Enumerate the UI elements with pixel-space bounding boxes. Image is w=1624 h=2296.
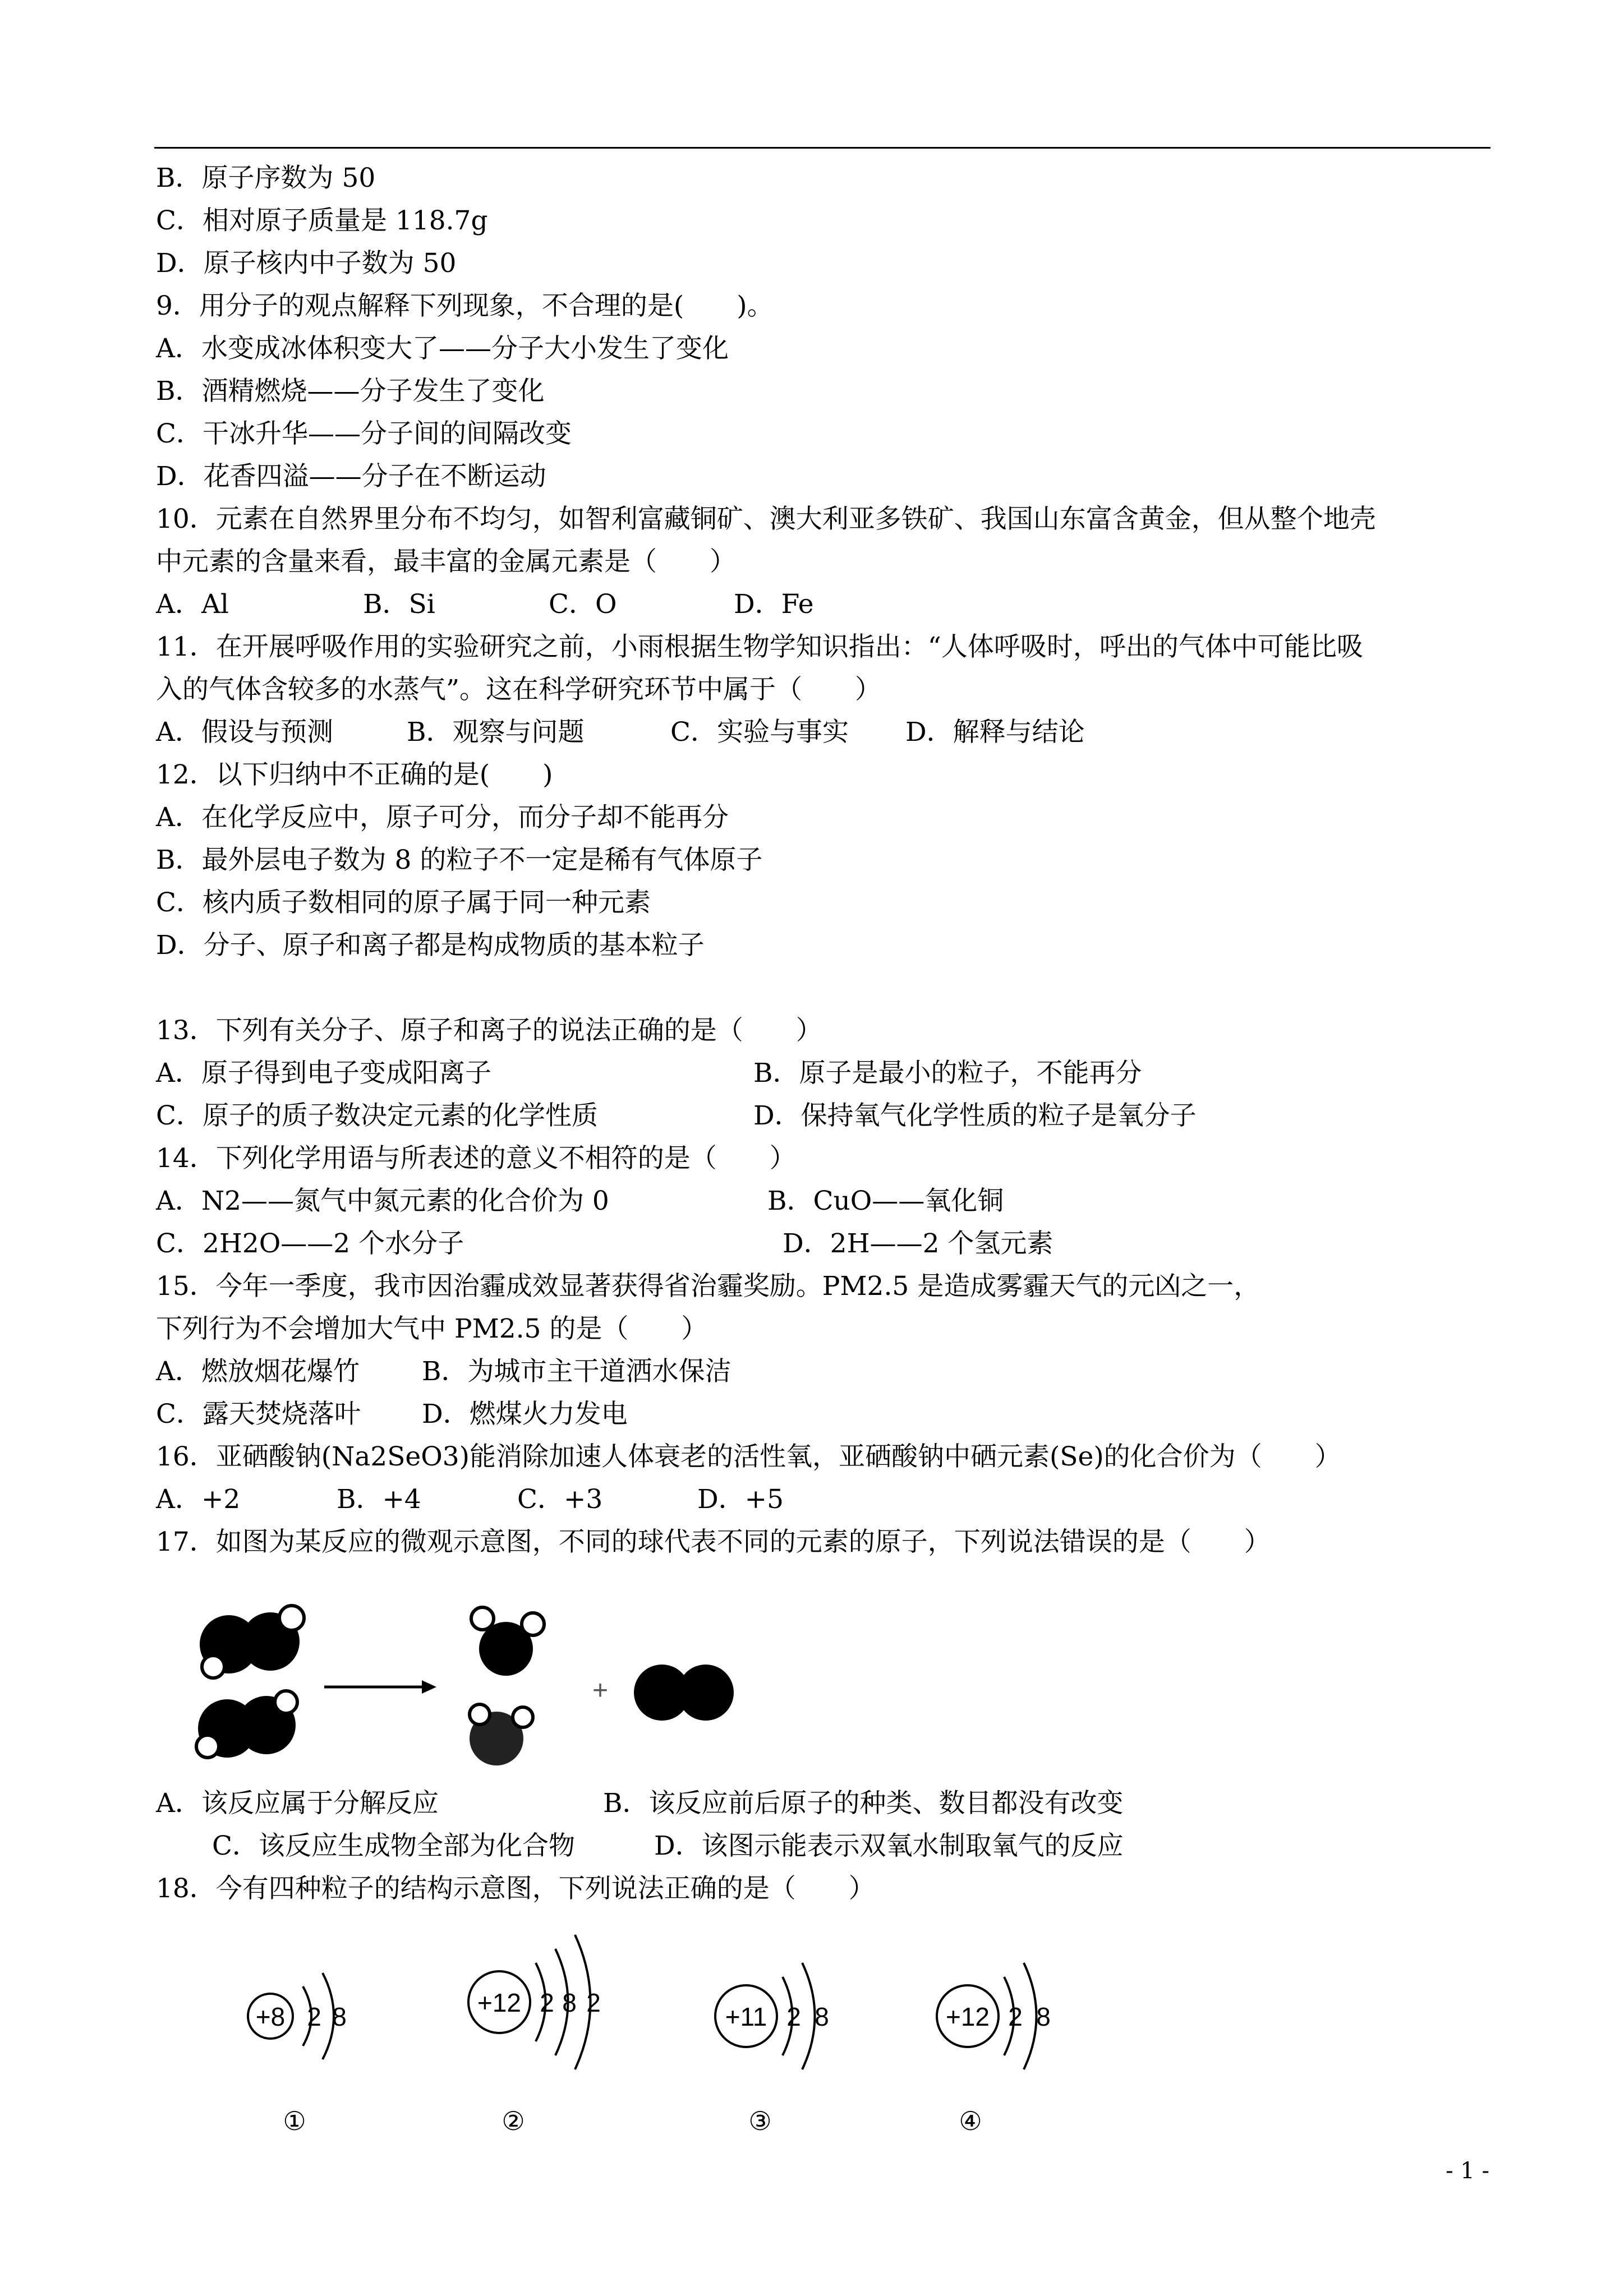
q13-option-d: D．保持氧气化学性质的粒子是氧分子 (753, 1100, 1197, 1131)
q13-option-c: C．原子的质子数决定元素的化学性质 (156, 1100, 598, 1131)
particle-3-shell-1: 2 (786, 2002, 801, 2031)
particle-1-nucleus: +8 (255, 2002, 286, 2031)
q12-option-d: D．分子、原子和离子都是构成物质的基本粒子 (156, 930, 705, 961)
q9-option-b: B．酒精燃烧——分子发生了变化 (156, 376, 545, 407)
q8-option-c: C．相对原子质量是 118.7g (156, 205, 488, 236)
particle-2-shell-1: 2 (540, 1988, 554, 2017)
particle-2-shell-2: 8 (562, 1988, 577, 2017)
particle-2-shell-3: 2 (586, 1988, 601, 2017)
q10-option-d: D．Fe (734, 589, 814, 620)
q16-option-a: A．+2 (156, 1484, 241, 1515)
q13-option-b: B．原子是最小的粒子，不能再分 (753, 1058, 1142, 1089)
particle-4-shell-2: 8 (1036, 2002, 1051, 2031)
q11-option-c: C．实验与事实 (670, 717, 849, 748)
q12-option-b: B．最外层电子数为 8 的粒子不一定是稀有气体原子 (156, 845, 763, 875)
q10-stem-line2: 中元素的含量来看，最丰富的金属元素是（ ） (156, 546, 736, 577)
q16-option-d: D．+5 (697, 1484, 784, 1515)
q9-option-c: C．干冰升华——分子间的间隔改变 (156, 418, 572, 449)
particle-4-label: ④ (959, 2106, 982, 2136)
reaction-arrow (324, 1680, 436, 1694)
q10-option-b: B．Si (363, 589, 435, 620)
product-molecule-1 (471, 1607, 544, 1676)
q17-reaction-diagram (168, 1598, 757, 1783)
q17-option-a: A．该反应属于分解反应 (156, 1788, 439, 1819)
q10-option-c: C．O (549, 589, 617, 620)
q11-option-a: A．假设与预测 (156, 717, 333, 748)
header-rule (154, 147, 1490, 149)
q11-stem-line1: 11．在开展呼吸作用的实验研究之前，小雨根据生物学知识指出：“人体呼吸时，呼出的气体中可能比吸 (156, 631, 1363, 662)
q12-stem: 12．以下归纳中不正确的是( ) (156, 759, 553, 790)
product-molecule-2 (470, 1704, 533, 1765)
q15-option-c: C．露天焚烧落叶 (156, 1399, 361, 1430)
q17-option-d: D．该图示能表示双氧水制取氧气的反应 (654, 1831, 1124, 1861)
q15-option-d: D．燃煤火力发电 (422, 1399, 628, 1430)
reactant-molecule-1 (200, 1606, 304, 1678)
reactant-molecule-2 (196, 1691, 297, 1758)
plus-sign: + (592, 1676, 609, 1705)
particle-4-shell-1: 2 (1008, 2002, 1023, 2031)
q14-option-c: C．2H2O——2 个水分子 (156, 1228, 464, 1259)
q10-option-a: A．Al (156, 589, 229, 620)
q10-stem-line1: 10．元素在自然界里分布不均匀，如智利富藏铜矿、澳大利亚多铁矿、我国山东富含黄金，但从整个地壳 (156, 504, 1376, 534)
q8-option-b: B．原子序数为 50 (156, 163, 376, 193)
q11-option-b: B．观察与问题 (407, 717, 585, 748)
q12-option-a: A．在化学反应中，原子可分，而分子却不能再分 (156, 802, 729, 833)
q9-option-d: D．花香四溢——分子在不断运动 (156, 461, 546, 492)
q15-option-b: B．为城市主干道洒水保洁 (422, 1356, 732, 1387)
q12-option-c: C．核内质子数相同的原子属于同一种元素 (156, 887, 651, 918)
q13-option-a: A．原子得到电子变成阳离子 (156, 1058, 491, 1089)
q18-stem: 18．今有四种粒子的结构示意图，下列说法正确的是（ ） (156, 1873, 875, 1904)
q14-option-b: B．CuO——氧化铜 (767, 1186, 1004, 1216)
q14-stem: 14．下列化学用语与所表述的意义不相符的是（ ） (156, 1143, 796, 1174)
q17-option-b: B．该反应前后原子的种类、数目都没有改变 (603, 1788, 1124, 1819)
page-number: - 1 - (1446, 2158, 1489, 2184)
particle-2-label: ② (502, 2106, 525, 2136)
particle-1-label: ① (283, 2106, 306, 2136)
q16-stem: 16．亚硒酸钠(Na2SeO3)能消除加速人体衰老的活性氧，亚硒酸钠中硒元素(Se)的化合价为（ ） (156, 1441, 1341, 1472)
particle-1-shell-1: 2 (307, 2002, 321, 2031)
q15-stem-line2: 下列行为不会增加大气中 PM2.5 的是（ ） (156, 1313, 708, 1344)
particle-3-label: ③ (748, 2106, 772, 2136)
q16-option-c: C．+3 (517, 1484, 603, 1515)
q15-stem-line1: 15．今年一季度，我市因治霾成效显著获得省治霾奖励。PM2.5 是造成雾霾天气的元凶之一， (156, 1271, 1260, 1302)
q13-stem: 13．下列有关分子、原子和离子的说法正确的是（ ） (156, 1015, 822, 1046)
q8-option-d: D．原子核内中子数为 50 (156, 248, 457, 279)
particle-4-nucleus: +12 (945, 2002, 990, 2031)
q11-stem-line2: 入的气体含较多的水蒸气”。这在科学研究环节中属于（ ） (156, 674, 882, 705)
product-molecule-3 (634, 1665, 734, 1721)
q16-option-b: B．+4 (337, 1484, 421, 1515)
particle-structure-2 (468, 1935, 601, 2136)
particle-2-nucleus: +12 (477, 1988, 522, 2017)
q17-option-c: C．该反应生成物全部为化合物 (212, 1831, 575, 1861)
particle-1-shell-2: 8 (332, 2002, 347, 2031)
q15-option-a: A．燃放烟花爆竹 (156, 1356, 360, 1387)
q11-option-d: D．解释与结论 (905, 717, 1085, 748)
q9-stem: 9．用分子的观点解释下列现象，不合理的是( )。 (156, 291, 774, 321)
particle-3-nucleus: +11 (725, 2002, 767, 2031)
particle-3-shell-2: 8 (815, 2002, 829, 2031)
particle-structure-1 (248, 1973, 347, 2136)
q14-option-d: D．2H——2 个氢元素 (783, 1228, 1053, 1259)
particle-structure-3 (715, 1963, 829, 2136)
q17-stem: 17．如图为某反应的微观示意图，不同的球代表不同的元素的原子，下列说法错误的是（ ） (156, 1527, 1271, 1557)
q14-option-a: A．N2——氮气中氮元素的化合价为 0 (156, 1186, 609, 1216)
q9-option-a: A．水变成冰体积变大了——分子大小发生了变化 (156, 333, 729, 364)
particle-structure-4 (937, 1963, 1051, 2136)
q18-particle-diagrams (224, 1924, 1094, 2159)
